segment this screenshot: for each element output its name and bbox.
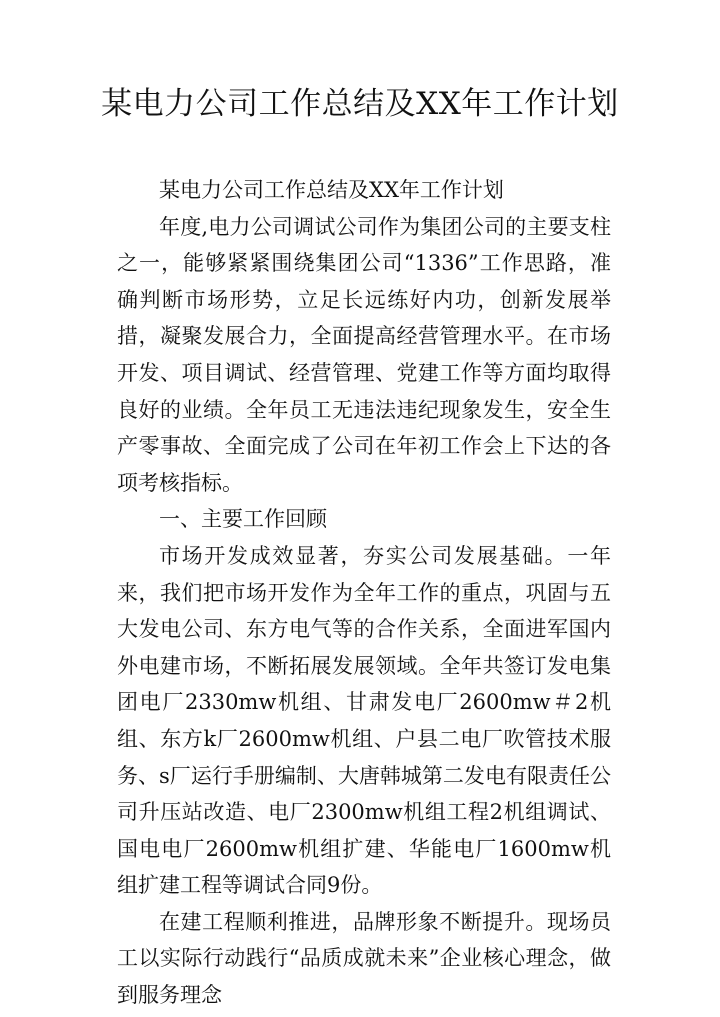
document-body xyxy=(117,172,611,1014)
document-title: 某电力公司工作总结及XX年工作计划 xyxy=(101,86,619,122)
section-heading-review: 一、主要工作回顾 xyxy=(159,507,327,532)
paragraph-market-development: 市场开发成效显著，夯实公司发展基础。一年来，我们把市场开发作为全年工作的重点，巩固与五大发电公司、东方电气等的合作关系，全面进军国内外电建市场，不断拓展发展领域。全年共签订发电集团电厂2330mw机组、甘肃发电厂2600mw＃2机组、东方k厂2600mw机组、户县二电厂吹管技术服务、s厂运行手册编制、大唐韩城第二发电有限责任公司升压站改造、电厂2300mw机组工程2机组调试、国电电厂2600mw机组扩建、华能电厂1600mw机组扩建工程等调试合同9份。 xyxy=(117,543,611,898)
paragraph-intro: 年度,电力公司调试公司作为集团公司的主要支柱之一，能够紧紧围绕集团公司“1336”工作思路，准确判断市场形势，立足长远练好内功，创新发展举措，凝聚发展合力，全面提高经营管理水平。在市场开发、项目调试、经营管理、党建工作等方面均取得良好的业绩。全年员工无违法违纪现象发生，安全生产零事故、全面完成了公司在年初工作会上下达的各项考核指标。 xyxy=(117,214,611,495)
paragraph-construction-progress: 在建工程顺利推进，品牌形象不断提升。现场员工以实际行动践行“品质成就未来”企业核心理念，做到服务理念 xyxy=(117,909,611,1008)
paragraph-subtitle: 某电力公司工作总结及XX年工作计划 xyxy=(159,178,504,202)
